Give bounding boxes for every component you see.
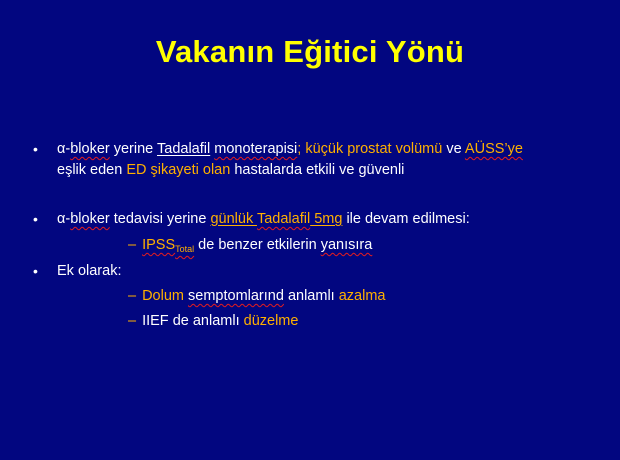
text: günlük (210, 211, 257, 227)
text: Tadalafil (256, 211, 311, 227)
text: anlamlı (283, 288, 339, 304)
text: monoterapisi (214, 141, 298, 157)
text: bloker (70, 211, 110, 227)
text: yerine (109, 141, 158, 157)
bullet-1-line-2 (57, 161, 404, 179)
text: IIEF (142, 313, 169, 329)
text: 5mg (310, 211, 343, 227)
text: azalma (338, 288, 386, 304)
bullet-2-line (57, 210, 470, 228)
text: Dolum (142, 288, 189, 304)
text: AÜSS’ye (464, 141, 523, 157)
text: tedavisi yerine (109, 211, 211, 227)
text: ED şikayeti olan (126, 162, 231, 178)
text: eşlik eden (57, 162, 127, 178)
bullet-2-marker: • (33, 211, 38, 227)
dash-marker: – (128, 237, 137, 253)
bullet-3-sub-1 (128, 287, 385, 305)
bullet-3-line (57, 262, 121, 280)
text: Total (175, 244, 195, 254)
text: semptomlarınd (188, 288, 284, 304)
bullet-1-marker: • (33, 141, 38, 157)
text: ; küçük prostat volümü (297, 141, 443, 157)
text: de anlamlı (168, 313, 244, 329)
text: Tadalafil (157, 141, 211, 157)
dash-marker: – (128, 313, 137, 329)
text: bloker (70, 141, 110, 157)
bullet-3-marker: • (33, 263, 38, 279)
slide-title: Vakanın Eğitici Yönü (155, 34, 465, 69)
text: ile devam edilmesi: (342, 211, 470, 227)
dash-marker: – (128, 288, 137, 304)
text: hastalarda etkili ve güvenli (230, 162, 405, 178)
text: ve (442, 141, 465, 157)
text: α- (57, 141, 71, 157)
text: yanısıra (320, 237, 373, 253)
bullet-2-sub-line (128, 236, 372, 258)
text: Ek olarak: (57, 263, 122, 279)
text: düzelme (243, 313, 299, 329)
bullet-3-sub-2 (128, 312, 298, 330)
text: IPSS (142, 237, 176, 253)
text: de benzer etkilerin (194, 237, 321, 253)
bullet-1-line-1 (57, 140, 523, 158)
text: α- (57, 211, 71, 227)
